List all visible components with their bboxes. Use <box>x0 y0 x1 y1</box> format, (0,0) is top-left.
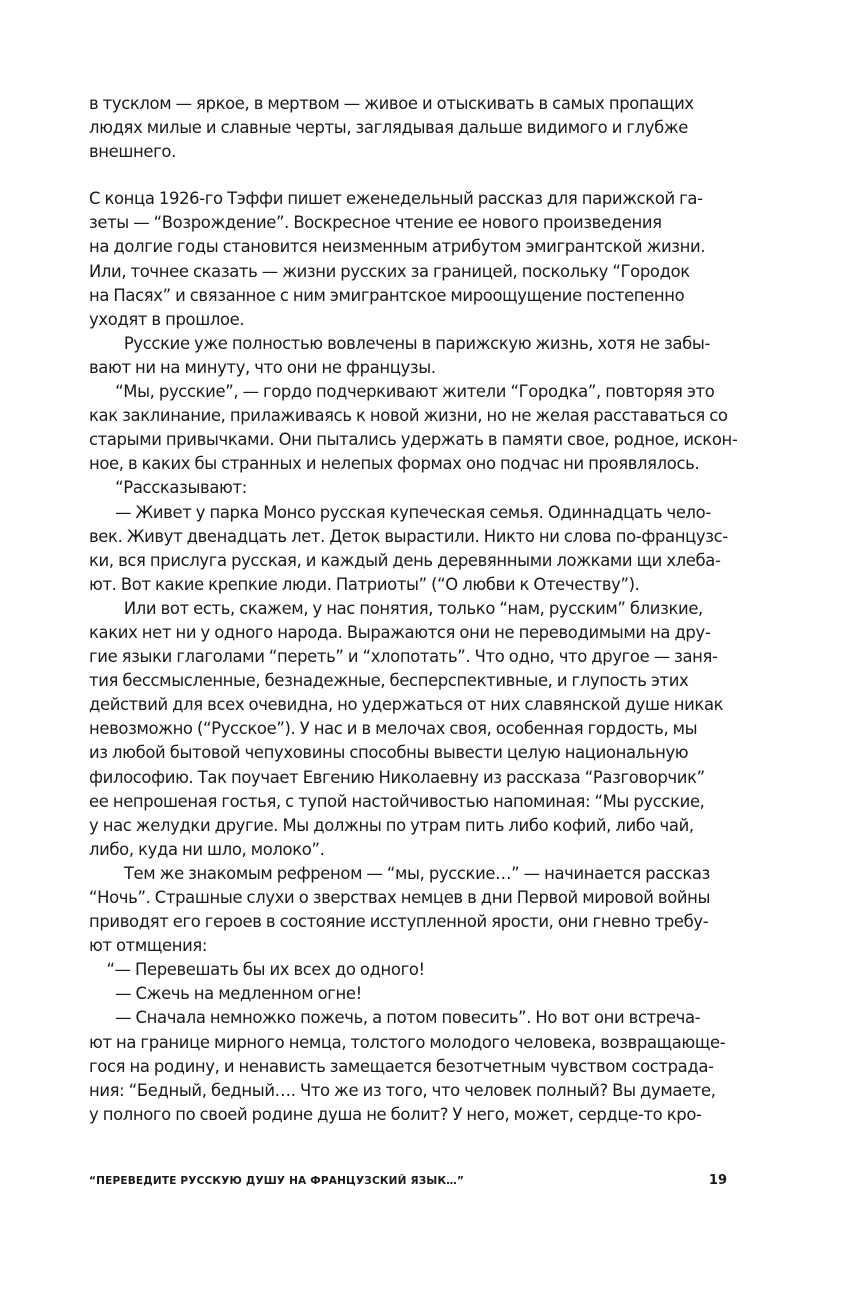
text-line: “— Перевешать бы их всех до одного! <box>89 960 425 980</box>
text-line: Или, точнее сказать — жизни русских за границей, поскольку “Городок <box>89 261 690 281</box>
text-line: внешнего. <box>89 142 176 162</box>
text-line: на Пасях” и связанное с ним эмигрантское мироощущение постепенно <box>89 285 685 305</box>
text-line: у нас желудки другие. Мы должны по утрам пить либо кофий, либо чай, <box>89 815 694 835</box>
text-line: ют. Вот какие крепкие люди. Патриоты” (“О любви к Отечеству”). <box>89 574 640 594</box>
text-line: невозможно (“Русское”). У нас и в мелочах своя, особенная гордость, мы <box>89 719 698 739</box>
page-number: 19 <box>708 1173 727 1188</box>
paragraph-gap <box>89 164 729 187</box>
text-line: — Сначала немножко пожечь, а потом повесить”. Но вот они встреча- <box>89 1008 701 1028</box>
text-line: ния: “Бедный, бедный…. Что же из того, что человек полный? Вы думаете, <box>89 1080 716 1100</box>
text-line: в тусклом — яркое, в мертвом — живое и отыскивать в самых пропащих <box>89 94 694 113</box>
text-line: приводят его героев в состояние исступленной ярости, они гневно требу- <box>89 912 709 932</box>
text-line: вают ни на минуту, что они не французы. <box>89 357 436 377</box>
text-line: — Сжечь на медленном огне! <box>89 984 362 1004</box>
text-line: ки, вся прислуга русская, и каждый день деревянными ложками щи хлеба- <box>89 550 721 570</box>
text-line: гие языки глаголами “переть” и “хлопотать”. Что одно, что другое — заня- <box>89 647 718 667</box>
text-line: уходят в прошлое. <box>89 309 245 329</box>
text-line: ее непрошеная гостья, с тупой настойчивостью напоминая: “Мы русские, <box>89 791 705 811</box>
text-line: философию. Так поучает Евгению Николаевну из рассказа “Разговорчик” <box>89 767 705 787</box>
text-line: век. Живут двенадцать лет. Деток вырастили. Никто ни слова по-французс- <box>89 526 728 546</box>
running-footer-title: “ПЕРЕВЕДИТЕ РУССКУЮ ДУШУ НА ФРАНЦУЗСКИЙ ЯЗЫК…” <box>89 1175 465 1187</box>
text-line: либо, куда ни шло, молоко”. <box>89 839 325 859</box>
text-line: как заклинание, прилаживаясь к новой жизни, но не желая расставаться со <box>89 406 728 426</box>
text-line: “Мы, русские”, — гордо подчеркивают жители “Городка”, повторяя это <box>89 382 715 402</box>
text-line: С конца 1926-го Тэффи пишет еженедельный рассказ для парижской га- <box>89 189 703 209</box>
text-line: на долгие годы становится неизменным атрибутом эмигрантской жизни. <box>89 237 706 257</box>
text-line: действий для всех очевидна, но удержаться от них славянской душе никак <box>89 695 724 715</box>
text-line: ют на границе мирного немца, толстого молодого человека, возвращающе- <box>89 1032 726 1052</box>
text-line: старыми привычками. Они пытались удержать в памяти свое, родное, искон- <box>89 430 738 450</box>
text-line: зеты — “Возрождение”. Воскресное чтение ее нового произведения <box>89 213 662 233</box>
text-line: — Живет у парка Монсо русская купеческая семья. Одиннадцать чело- <box>89 502 711 522</box>
text-line: “Рассказывают: <box>89 478 247 498</box>
text-line: людях милые и славные черты, заглядывая дальше видимого и глубже <box>89 118 689 138</box>
text-line: Или вот есть, скажем, у нас понятия, только “нам, русским” близкие, <box>89 598 703 618</box>
text-line: Русские уже полностью вовлечены в парижскую жизнь, хотя не забы- <box>89 333 711 353</box>
text-line: Тем же знакомым рефреном — “мы, русские…” — начинается рассказ <box>89 863 710 883</box>
text-line: каких нет ни у одного народа. Выражаются они не переводимыми на дру- <box>89 622 711 642</box>
text-line: гося на родину, и ненависть замещается безотчетным чувством сострада- <box>89 1056 714 1076</box>
text-line: из любой бытовой чепуховины способны вывести целую национальную <box>89 743 689 763</box>
text-line: “Ночь”. Страшные слухи о зверствах немцев в дни Первой мировой войны <box>89 888 711 907</box>
text-line: тия бессмысленные, безнадежные, бесперспективные, и глупость этих <box>89 671 689 691</box>
body-text <box>89 92 738 1127</box>
text-line: ное, в каких бы странных и нелепых формах оно подчас ни проявлялось. <box>89 454 700 474</box>
text-line: ют отмщения: <box>89 936 208 956</box>
text-line: у полного по своей родине душа не болит? У него, может, сердце-то кро- <box>89 1104 702 1124</box>
